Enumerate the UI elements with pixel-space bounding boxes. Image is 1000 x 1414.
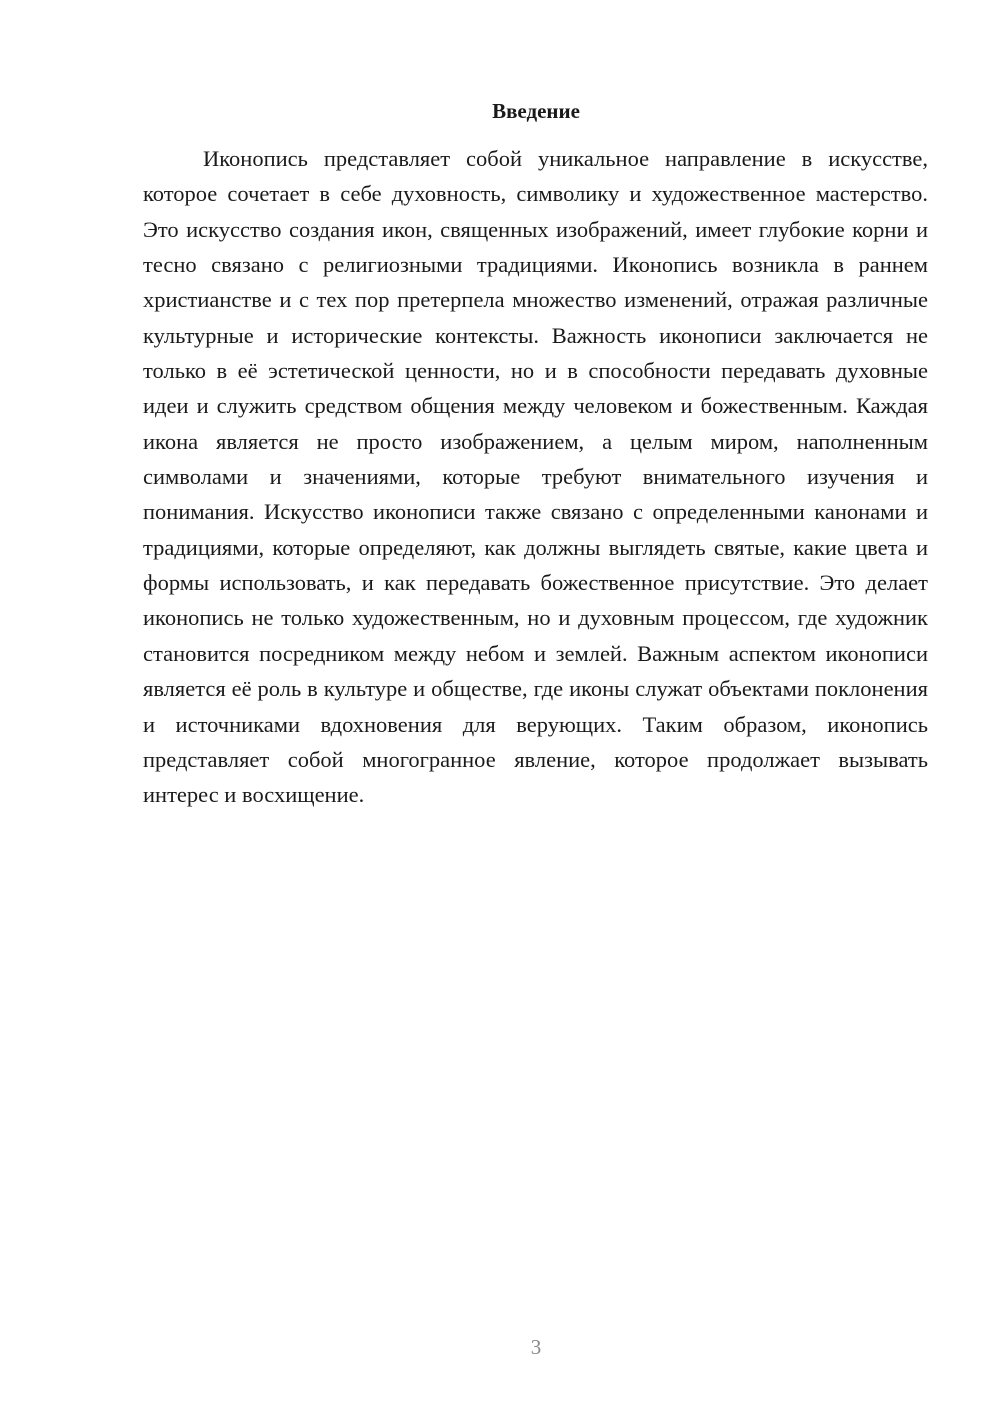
body-paragraph: Иконопись представляет собой уникальное направление в искусстве, которое сочетает в себе духовность, символику и художественное мастерство. Это искусство создания икон, священных изображений, имеет глубокие корни и тесно связано с религиозными традициями. Иконопись возникла в раннем христианстве и с тех пор претерпела множество изменений, отражая различные культурные и исторические контексты. Важность иконописи заключается не только в её эстетической ценности, но и в способности передавать духовные идеи и служить средством общения между человеком и божественным. Каждая икона является не просто изображением, а целым миром, наполненным символами и значениями, которые требуют внимательного изучения и понимания. Искусство иконописи также связано с определенными канонами и традициями, которые определяют, как должны выглядеть святые, какие цвета и формы использовать, и как передавать божественное присутствие. Это делает иконопись не только художественным, но и духовным процессом, где художник становится посредником между небом и землей. Важным аспектом иконописи является её роль в культуре и обществе, где иконы служат объектами поклонения и источниками вдохновения для верующих. Таким образом, иконопись представляет собой многогранное явление, которое продолжает вызывать интерес и восхищение.	[143, 146, 928, 808]
section-title: Введение	[492, 99, 580, 123]
page-number: 3	[530, 1335, 542, 1359]
